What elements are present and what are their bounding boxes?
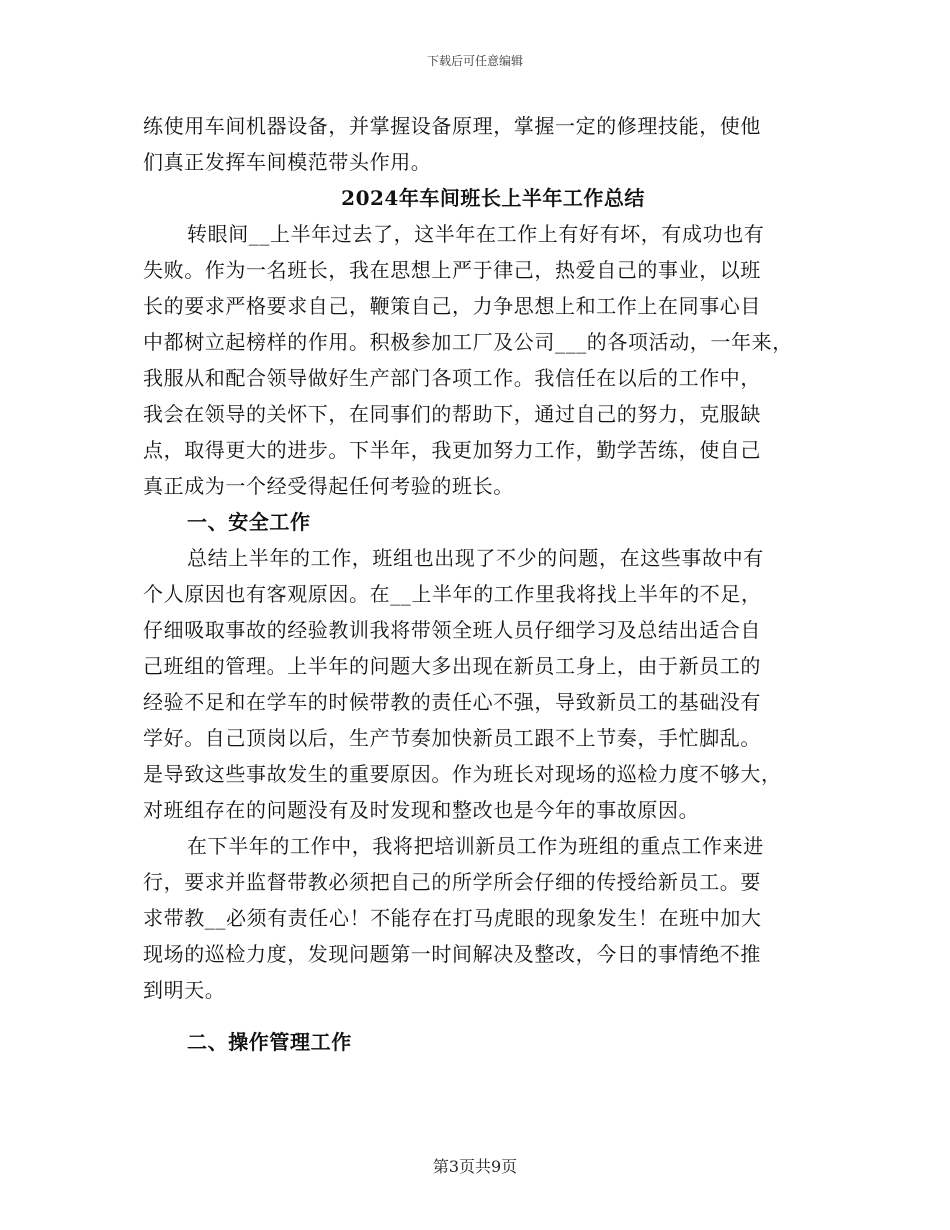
paragraph-summary [143, 216, 823, 504]
intro-paragraph [143, 108, 823, 180]
header-note: 下载后可任意编辑 [426, 54, 523, 68]
text-line: 我服从和配合领导做好生产部门各项工作。我信任在以后的工作中， [143, 366, 761, 390]
text-line: 求带教__必须有责任心！不能存在打马虎眼的现象发生！在班中加大 [143, 906, 762, 930]
text-line: 们真正发挥车间模范带头作用。 [143, 150, 432, 174]
section-heading-safety: 一、安全工作 [187, 510, 311, 534]
text-line: 行，要求并监督带教必须把自己的所学所会仔细的传授给新员工。要 [143, 870, 761, 894]
paragraph-training [143, 828, 823, 1008]
text-line: 长的要求严格要求自己，鞭策自己，力争思想上和工作上在同事心目 [143, 294, 761, 318]
text-line: 在下半年的工作中，我将把培训新员工作为班组的重点工作来进 [187, 834, 764, 858]
page-number: 第3页共9页 [432, 1157, 518, 1176]
text-line: 现场的巡检力度，发现问题第一时间解决及整改，今日的事情绝不推 [143, 942, 761, 966]
text-line: 己班组的管理。上半年的问题大多出现在新员工身上，由于新员工的 [143, 654, 761, 678]
spacer [143, 1008, 823, 1024]
text-line: 个人原因也有客观原因。在__上半年的工作里我将找上半年的不足， [143, 582, 762, 606]
paragraph-safety [143, 540, 823, 828]
section-heading-operations: 二、操作管理工作 [187, 1030, 352, 1054]
text-line: 仔细吸取事故的经验教训我将带领全班人员仔细学习及总结出适合自 [143, 618, 761, 642]
text-line: 练使用车间机器设备，并掌握设备原理，掌握一定的修理技能，使他 [143, 114, 761, 138]
text-line: 点，取得更大的进步。下半年，我更加努力工作，勤学苦练，使自己 [143, 438, 761, 462]
text-line: 学好。自己顶岗以后，生产节奏加快新员工跟不上节奏，手忙脚乱。 [143, 726, 761, 750]
text-line: 中都树立起榜样的作用。积极参加工厂及公司___的各项活动，一年来， [143, 330, 793, 354]
document-title: 2024年车间班长上半年工作总结 [341, 186, 645, 210]
text-line: 是导致这些事故发生的重要原因。作为班长对现场的巡检力度不够大， [143, 762, 782, 786]
text-line: 转眼间__上半年过去了，这半年在工作上有好有坏，有成功也有 [187, 222, 765, 246]
text-line: 到明天。 [143, 978, 226, 1002]
text-line: 对班组存在的问题没有及时发现和整改也是今年的事故原因。 [143, 798, 700, 822]
text-line: 经验不足和在学车的时候带教的责任心不强，导致新员工的基础没有 [143, 690, 761, 714]
text-line: 我会在领导的关怀下，在同事们的帮助下，通过自己的努力，克服缺 [143, 402, 761, 426]
text-line: 真正成为一个经受得起任何考验的班长。 [143, 474, 514, 498]
text-line: 失败。作为一名班长，我在思想上严于律己，热爱自己的事业，以班 [143, 258, 761, 282]
document-body [143, 108, 823, 1060]
text-line: 总结上半年的工作，班组也出现了不少的问题，在这些事故中有 [187, 546, 764, 570]
